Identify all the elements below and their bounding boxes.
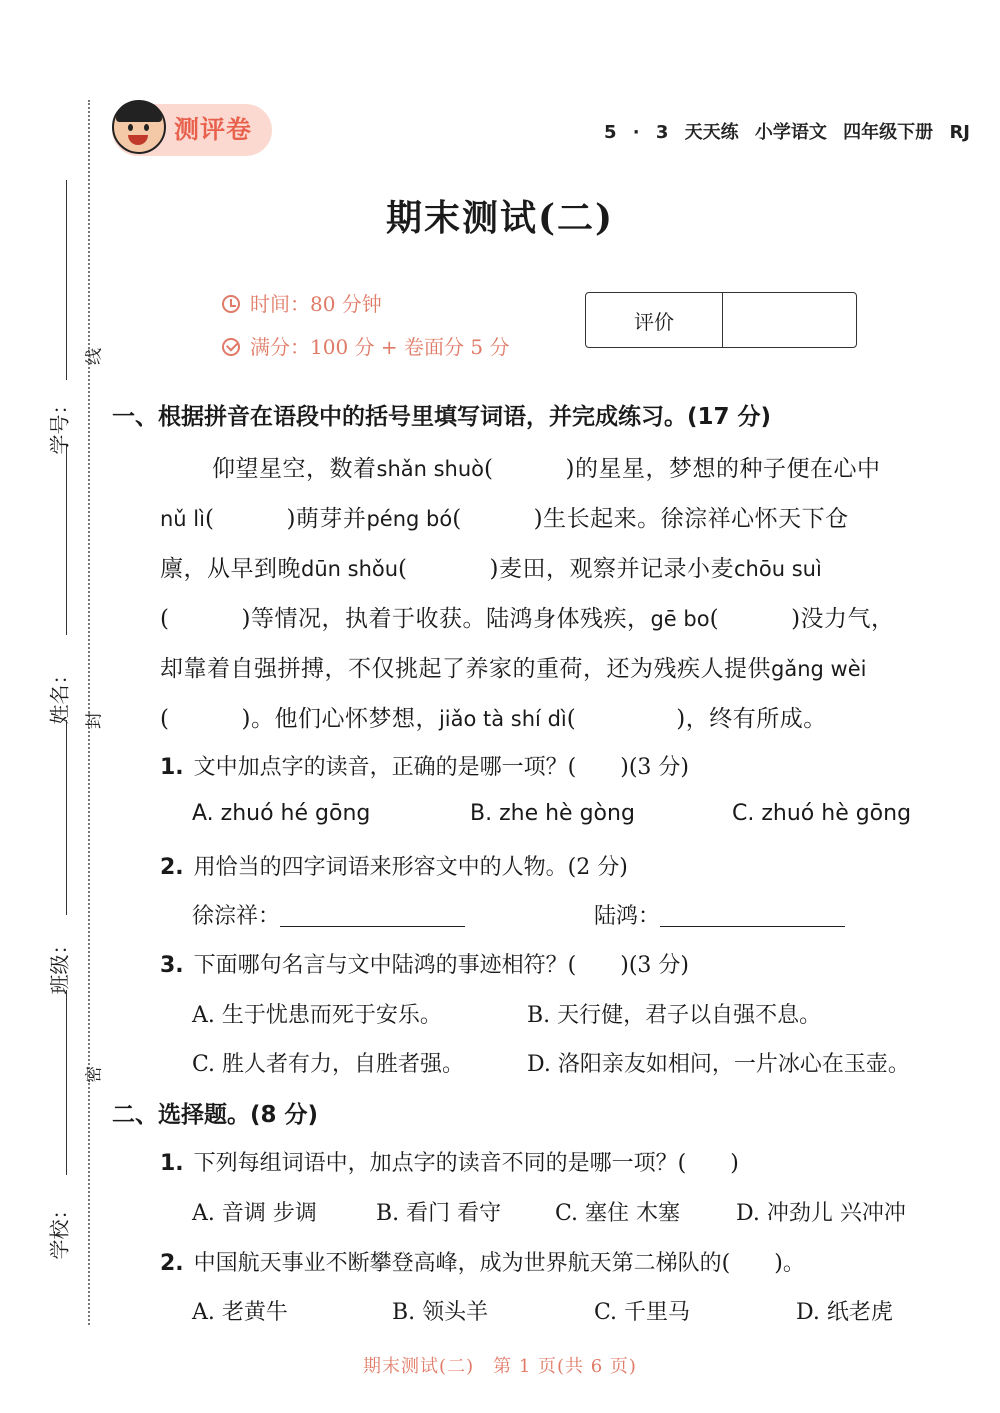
passage-line-3: 廪，从早到晚dūn shǒu( )麦田，观察并记录小麦chōu suì bbox=[160, 556, 822, 582]
s2-q2-option-b[interactable]: B. 领头羊 bbox=[392, 1300, 489, 1325]
s1-q1-option-c[interactable]: C. zhuó hè gōng bbox=[732, 801, 912, 826]
s1-q1-option-a[interactable]: A. zhuó hé gōng bbox=[192, 801, 371, 826]
clock-icon bbox=[222, 295, 240, 313]
s2-q1-option-a[interactable]: A. 音调 步调 bbox=[192, 1201, 317, 1226]
evaluation-value[interactable] bbox=[723, 293, 856, 347]
s1-q2-fill-2[interactable]: 陆鸿： bbox=[594, 899, 845, 930]
section-2-heading: 二、选择题。(8 分) bbox=[112, 1102, 319, 1128]
series-title: 5 · 3 天天练 小学语文 四年级下册 RJ bbox=[603, 122, 970, 143]
s2-q1-option-c[interactable]: C. 塞住 木塞 bbox=[555, 1201, 681, 1226]
s2-q1-option-b[interactable]: B. 看门 看守 bbox=[376, 1201, 502, 1226]
answer-line[interactable] bbox=[660, 904, 845, 927]
passage-line-5: 却靠着自强拼搏，不仅挑起了养家的重荷，还为残疾人提供gǎng wèi bbox=[160, 656, 867, 682]
passage-line-2: nǔ lì( )萌芽并péng bó( )生长起来。徐淙祥心怀天下仓 bbox=[160, 506, 849, 532]
answer-line[interactable] bbox=[280, 904, 465, 927]
badge-label: 测评卷 bbox=[174, 115, 253, 144]
cut-mark-seal: 封 bbox=[84, 712, 105, 729]
school-label: 学校： bbox=[47, 1199, 72, 1260]
evaluation-box bbox=[585, 292, 857, 348]
student-id-label: 学号： bbox=[47, 394, 72, 455]
section-1-heading: 一、根据拼音在语段中的括号里填写词语，并完成练习。(17 分) bbox=[112, 404, 772, 430]
school-line bbox=[66, 990, 67, 1175]
s1-q3-option-b[interactable]: B. 天行健，君子以自强不息。 bbox=[527, 1003, 822, 1028]
s2-q2-option-d[interactable]: D. 纸老虎 bbox=[796, 1300, 893, 1325]
name-line bbox=[66, 445, 67, 635]
s1-q3-option-c[interactable]: C. 胜人者有力，自胜者强。 bbox=[192, 1052, 465, 1077]
class-label: 班级： bbox=[47, 934, 72, 995]
s1-question-3: 3. 下面哪句名言与文中陆鸿的事迹相符？( )(3 分) bbox=[160, 953, 689, 978]
s2-question-1: 1. 下列每组词语中，加点字的读音不同的是哪一项？( ) bbox=[160, 1151, 739, 1176]
s2-question-2: 2. 中国航天事业不断攀登高峰，成为世界航天第二梯队的( )。 bbox=[160, 1251, 805, 1276]
check-icon bbox=[222, 338, 240, 356]
s1-q2-fill-1[interactable]: 徐淙祥： bbox=[192, 899, 465, 930]
passage-line-4: ( )等情况，执着于收获。陆鸿身体残疾，gē bo( )没力气， bbox=[160, 606, 895, 632]
s2-q1-option-d[interactable]: D. 冲劲儿 兴冲冲 bbox=[736, 1201, 906, 1226]
s1-q3-option-a[interactable]: A. 生于忧患而死于安乐。 bbox=[192, 1003, 442, 1028]
name-label: 姓名： bbox=[47, 664, 72, 725]
page-footer: 期末测试(二) 第 1 页(共 6 页) bbox=[363, 1356, 637, 1377]
time-text: 时间：80 分钟 bbox=[250, 292, 382, 316]
class-line bbox=[66, 720, 67, 915]
s1-question-2: 2. 用恰当的四字词语来形容文中的人物。(2 分) bbox=[160, 855, 628, 880]
cut-mark-secret: 密 bbox=[84, 1066, 105, 1083]
score-text: 满分：100 分 + 卷面分 5 分 bbox=[250, 335, 510, 359]
evaluation-label: 评价 bbox=[586, 293, 723, 347]
student-face-icon bbox=[112, 100, 166, 154]
passage-line-6: ( )。他们心怀梦想，jiǎo tà shí dì( )，终有所成。 bbox=[160, 706, 827, 732]
s2-q2-option-c[interactable]: C. 千里马 bbox=[594, 1300, 691, 1325]
s1-q1-option-b[interactable]: B. zhe hè gòng bbox=[470, 801, 635, 826]
score-info bbox=[222, 331, 509, 360]
s1-question-1: 1. 文中加点字的读音，正确的是哪一项？( )(3 分) bbox=[160, 755, 689, 780]
cut-mark-line: 线 bbox=[84, 348, 105, 365]
s1-q3-option-d[interactable]: D. 洛阳亲友如相问，一片冰心在玉壶。 bbox=[527, 1052, 910, 1077]
page-title: 期末测试(二) bbox=[385, 197, 615, 239]
passage-line-1: 仰望星空，数着shǎn shuò( )的星星，梦想的种子便在心中 bbox=[212, 456, 881, 482]
time-info bbox=[222, 288, 382, 317]
s2-q2-option-a[interactable]: A. 老黄牛 bbox=[192, 1300, 288, 1325]
